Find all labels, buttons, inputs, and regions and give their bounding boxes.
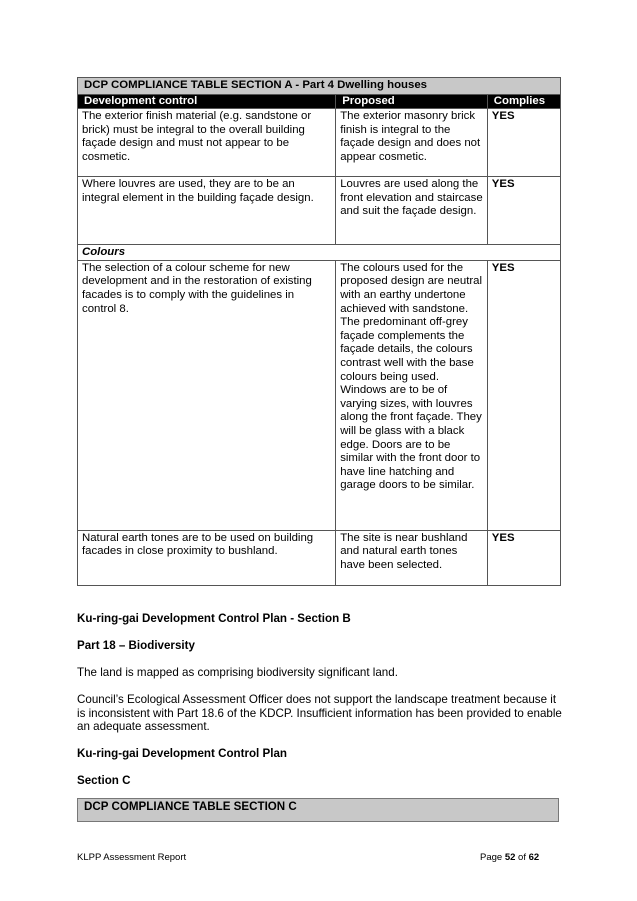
proposed-cell: Louvres are used along the front elevation and staircase and suit the façade design. [336, 177, 488, 245]
complies-cell: YES [487, 530, 560, 585]
proposed-cell: The exterior masonry brick finish is integral to the façade design and does not appear cosmetic. [336, 109, 488, 177]
table-row [78, 530, 561, 585]
dcp-compliance-table-c-title: DCP COMPLIANCE TABLE SECTION C [77, 798, 559, 822]
table-header-row [78, 94, 561, 109]
page-label: Page [480, 852, 503, 863]
footer-page-number [480, 852, 539, 863]
section-c-plan-heading: Ku-ring-gai Development Control Plan [77, 747, 287, 760]
section-c-subheading: Section C [77, 774, 131, 787]
complies-cell: YES [487, 109, 560, 177]
proposed-cell: The site is near bushland and natural earth tones have been selected. [336, 530, 488, 585]
header-development-control: Development control [78, 94, 336, 109]
current-page: 52 [504, 852, 516, 863]
subheading-row [78, 245, 561, 261]
table-row [78, 109, 561, 177]
complies-cell: YES [487, 177, 560, 245]
footer-report-name: KLPP Assessment Report [77, 852, 187, 863]
proposed-cell: The colours used for the proposed design are neutral with an earthy undertone achieved with sandstone. The predominant off-grey façade complements the façade details, the colours contrast well with the base colours being used. Windows are to be of varying sizes, with louvres along the front façade. They will be glass with a black edge. Doors are to be similar with the front door to have line hatching and garage doors to be similar. [336, 260, 488, 530]
table-row [78, 177, 561, 245]
control-cell: Natural earth tones are to be used on building facades in close proximity to bushland. [78, 530, 336, 585]
total-pages: 62 [528, 852, 540, 863]
complies-cell: YES [487, 260, 560, 530]
control-cell: The exterior finish material (e.g. sandstone or brick) must be integral to the overall building façade design and must not appear to be cosmetic. [78, 109, 336, 177]
section-b-heading: Ku-ring-gai Development Control Plan - Section B [77, 612, 351, 625]
table-row [78, 260, 561, 530]
table-title-row [78, 78, 561, 95]
dcp-compliance-table-a [77, 77, 561, 586]
table-title: DCP COMPLIANCE TABLE SECTION A - Part 4 Dwelling houses [78, 78, 561, 95]
biodiversity-paragraph-2: Council’s Ecological Assessment Officer does not support the landscape treatment because it is inconsistent with Part 18.6 of the KDCP. Insufficient information has been provided to enable an adequate assessment. [77, 693, 562, 734]
subheading-colours: Colours [78, 245, 561, 261]
biodiversity-paragraph-1: The land is mapped as comprising biodiversity significant land. [77, 666, 398, 679]
part-18-heading: Part 18 – Biodiversity [77, 639, 195, 652]
of-label: of [518, 852, 526, 863]
control-cell: The selection of a colour scheme for new development and in the restoration of existing facades is to comply with the guidelines in control 8. [78, 260, 336, 530]
header-proposed: Proposed [336, 94, 488, 109]
control-cell: Where louvres are used, they are to be an integral element in the building façade design. [78, 177, 336, 245]
header-complies: Complies [487, 94, 560, 109]
